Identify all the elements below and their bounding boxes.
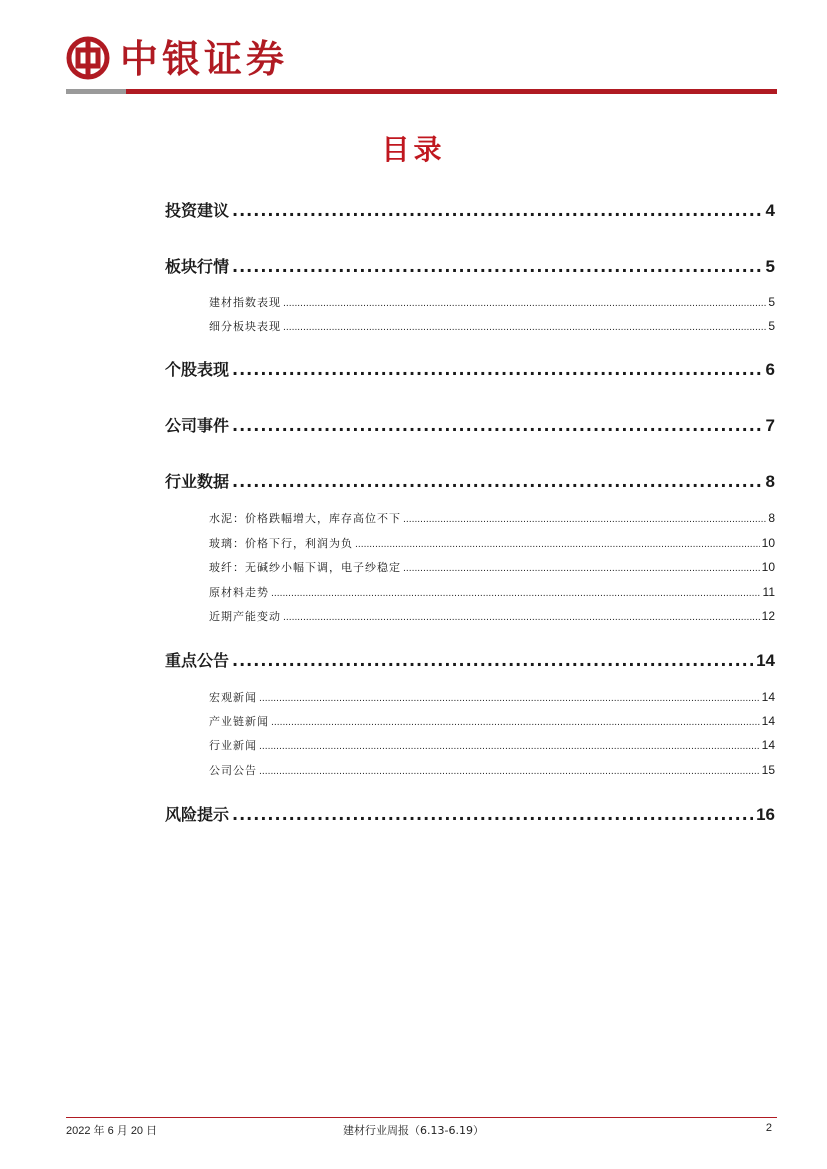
toc-leader-dots	[232, 257, 763, 276]
toc-leader-dots	[232, 201, 763, 220]
toc-entry-page: 8	[765, 472, 775, 491]
toc-entry-raw-materials[interactable]	[209, 584, 775, 600]
toc-entry-page: 4	[765, 201, 775, 220]
toc-entry-page: 15	[761, 763, 775, 777]
toc-entry-title: 宏观新闻	[209, 691, 257, 704]
toc-entry-industry-news[interactable]	[209, 737, 775, 753]
toc-entry-page: 8	[768, 511, 775, 525]
toc-leader-dots	[232, 651, 753, 670]
toc-entry-capacity-changes[interactable]	[209, 608, 775, 624]
toc-entry-cement[interactable]	[209, 510, 775, 526]
toc-entry-fiberglass[interactable]	[209, 559, 775, 575]
toc-leader-dots	[259, 694, 760, 704]
toc-leader-dots	[271, 718, 760, 728]
toc-entry-title: 行业新闻	[209, 739, 257, 752]
footer-date: 2022 年 6 月 20 日	[66, 1125, 158, 1137]
toc-leader-dots	[232, 472, 763, 491]
toc-entry-risk-warning[interactable]	[165, 802, 775, 825]
toc-entry-investment-advice[interactable]	[165, 198, 775, 221]
toc-entry-supply-chain-news[interactable]	[209, 713, 775, 729]
toc-entry-index-performance[interactable]	[209, 294, 775, 310]
toc-leader-dots	[232, 360, 763, 379]
header-rule-red	[126, 89, 777, 94]
toc-entry-title: 细分板块表现	[209, 320, 281, 333]
toc-entry-subsector-performance[interactable]	[209, 318, 775, 334]
toc-leader-dots	[259, 767, 760, 777]
footer-rule	[66, 1117, 777, 1118]
toc-entry-title: 风险提示	[165, 805, 230, 824]
toc-entry-key-announcements[interactable]	[165, 648, 775, 671]
toc-entry-title: 原材料走势	[209, 586, 269, 599]
toc-leader-dots	[283, 613, 760, 623]
toc-leader-dots	[259, 742, 760, 752]
toc-leader-dots	[403, 515, 766, 525]
toc-leader-dots	[271, 589, 761, 599]
footer-page-number: 2	[765, 1122, 772, 1134]
toc-entry-glass[interactable]	[209, 535, 775, 551]
brand-name: 中银证券	[120, 36, 289, 81]
toc-entry-title: 重点公告	[165, 651, 230, 670]
toc-entry-title: 公司公告	[209, 764, 257, 777]
toc-leader-dots	[283, 323, 766, 333]
toc-entry-page: 10	[761, 560, 775, 574]
footer-report-title: 建材行业周报（6.13-6.19）	[343, 1124, 484, 1137]
toc-entry-title: 产业链新闻	[209, 715, 269, 728]
toc-entry-page: 14	[761, 738, 775, 752]
toc-entry-page: 14	[761, 690, 775, 704]
toc-entry-page: 5	[768, 319, 775, 333]
toc-entry-title: 投资建议	[165, 201, 230, 220]
toc-entry-company-announcements[interactable]	[209, 762, 775, 778]
toc-entry-page: 7	[765, 416, 775, 435]
toc-entry-title: 水泥：价格跌幅增大，库存高位不下	[209, 512, 401, 525]
toc-entry-stock-performance[interactable]	[165, 357, 775, 380]
toc-entry-title: 玻璃：价格下行，利润为负	[209, 537, 353, 550]
toc-leader-dots	[403, 564, 760, 574]
toc-entry-title: 板块行情	[165, 257, 230, 276]
toc-entry-company-events[interactable]	[165, 413, 775, 436]
toc-entry-page: 14	[756, 651, 775, 670]
toc-entry-page: 5	[765, 257, 775, 276]
toc-entry-industry-data[interactable]	[165, 469, 775, 492]
toc-entry-title: 公司事件	[165, 416, 230, 435]
toc-entry-title: 个股表现	[165, 360, 230, 379]
toc-leader-dots	[232, 416, 763, 435]
toc-leader-dots	[283, 299, 766, 309]
toc-entry-title: 建材指数表现	[209, 296, 281, 309]
toc-entry-page: 5	[768, 295, 775, 309]
toc-entry-page: 14	[761, 714, 775, 728]
header-rule-grey	[66, 89, 126, 94]
toc-title: 目录	[381, 133, 446, 166]
toc-leader-dots	[232, 805, 753, 824]
toc-entry-page: 6	[765, 360, 775, 379]
toc-entry-page: 16	[756, 805, 775, 824]
toc-entry-page: 11	[762, 585, 775, 599]
toc-entry-page: 10	[761, 536, 775, 550]
toc-leader-dots	[355, 540, 760, 550]
bank-of-china-icon	[66, 36, 110, 80]
toc-entry-page: 12	[761, 609, 775, 623]
page-header	[66, 30, 777, 96]
toc-entry-sector-market[interactable]	[165, 254, 775, 277]
toc-entry-title: 玻纤：无碱纱小幅下调，电子纱稳定	[209, 561, 401, 574]
toc-entry-title: 近期产能变动	[209, 610, 281, 623]
toc-entry-macro-news[interactable]	[209, 689, 775, 705]
toc-entry-title: 行业数据	[165, 472, 230, 491]
